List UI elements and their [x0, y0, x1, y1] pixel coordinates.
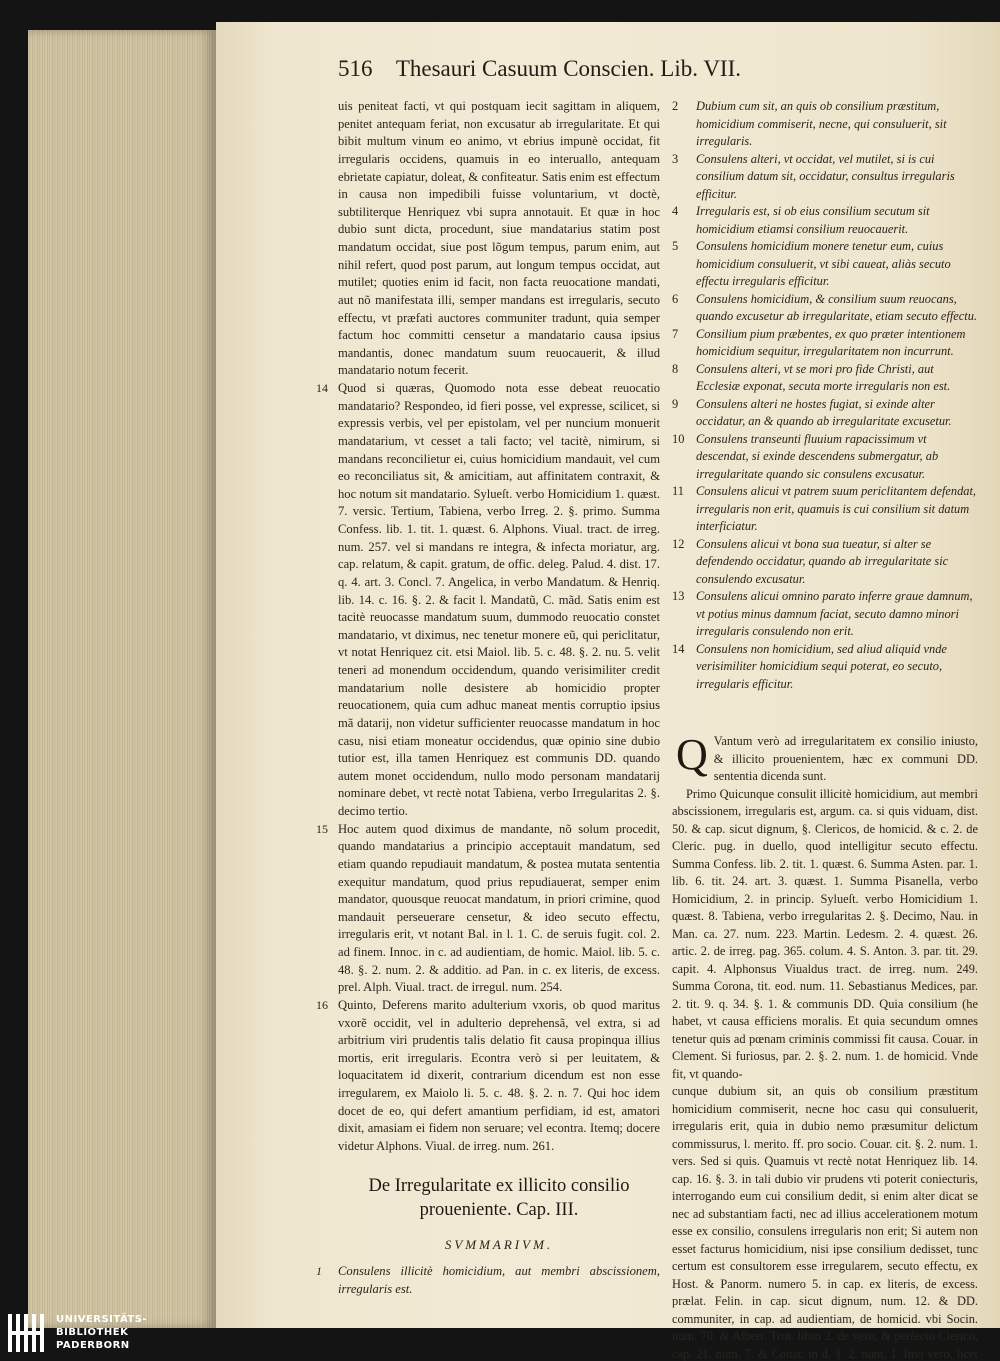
summary-item	[672, 151, 978, 204]
paragraph-number: 14	[316, 381, 328, 395]
summary-item	[672, 326, 978, 361]
library-logo-mark	[8, 1314, 48, 1352]
chapter-body	[672, 730, 978, 1361]
paragraph-text: cunque dubium sit, an quis ob consilium præstitum homicidium commiserit, necne hoc casu qui consuluerit, irregularis erit, quia in dubio nemo præsumitur delictum commissurus, l. merito. ff. pro socio. Couar. cit. §. 2. num. 1. vers. Sed si quis. Quamuis vt rectè notat Henriquez lib. 14. cap. 16. §. 3. in tali dubio vir prudens vti poterit coniecturis, interrogando eum cui consilium dedit, si enim alter dicat se nec ad substantiam facti, nec ad illius accelerationem motum esse ex consilio, consulens irregularis non erit; Si autem non esset facturus homicidium, nisi ipse consilium dedisset, tunc certum est consultorem esse irregularem, secuto effectu, ex Host. & Panorm. numero 5. in cap. ex literis, de excess. prælat. Felin. in cap. sicut dignum, num. 12. & DD. communiter, in cap. ad audientiam, de homicid. vbi Socin. num. 70. & Albert. Trot. libro 2. de vero, & perfecto Clerico, cap. 21. num. 7. & Couar. in d. §. 2. num. 1. Imo verò, licet	[672, 1084, 978, 1361]
paragraph	[672, 786, 978, 1084]
summary-text: Consulens alicui vt patrem suum periclitantem defendat, irregularis non erit, quamuis is cui consilium sit datum interficiatur.	[696, 484, 977, 533]
summary-number: 11	[672, 484, 684, 498]
summary-number: 4	[672, 204, 679, 218]
paragraph	[672, 1083, 978, 1361]
page-edges	[28, 30, 216, 1328]
summary-text: Consulens homicidium monere tenetur eum, cuius homicidium consuluerit, vt sibi caueat, aliàs secuto effectu irregularis efficitur.	[696, 239, 951, 288]
summary-text: Consulens homicidium, & consilium suum reuocans, quando excusetur ab irregularitate, etiam secuto effectu.	[696, 291, 978, 323]
summary-text: Consilium pium præbentes, ex quo præter intentionem homicidium sequitur, irregularitatem non incurrunt.	[696, 326, 966, 358]
summary-text: Dubium cum sit, an quis ob consilium præstitum, homicidium commiserit, necne, qui consuluerit, sit irregularis.	[696, 99, 947, 148]
summary-item	[672, 396, 978, 431]
summary-number: 14	[672, 641, 685, 656]
summary-number: 9	[672, 396, 679, 411]
running-head	[338, 56, 858, 82]
drop-cap: Q	[676, 730, 708, 779]
summary-text: Consulens illicitè homicidium, aut membri abscissionem, irregularis est.	[338, 1264, 660, 1296]
intro-text: Vantum verò ad irregularitatem ex consilio iniusto, & illicito prouenientem, hæc ex communi DD. sententia dicenda sunt.	[713, 734, 978, 783]
library-name	[56, 1313, 147, 1352]
summary-number: 6	[672, 291, 679, 306]
summary-item	[672, 98, 978, 151]
paragraph	[316, 380, 660, 821]
summary-number: 5	[672, 239, 679, 253]
summary-item	[672, 536, 978, 589]
summary-text: Consulens transeunti fluuium rapacissimum vt descendat, si exinde descendens submergatur, ab irregularitate quando sic consulens excusatur.	[696, 431, 939, 481]
summary-text: Consulens alteri, vt occidat, vel mutilet, si is cui consilium datum sit, occidatur, consultus irregularis efficitur.	[696, 151, 955, 201]
summary-number: 10	[672, 431, 685, 446]
summary-item	[316, 1263, 660, 1298]
summary-text: Irregularis est, si ob eius consilium secutum sit homicidium etiamsi consilium reuocauerit.	[696, 204, 930, 236]
paragraph-text: uis peniteat facti, vt qui postquam iecit sagittam in aliquem, penitet antequam feriat, non excusatur ab irregularitate. Et qui bibit multum vinum eo animo, vt ebrius impunè occidat, fit irregularis occidens, quamuis in eo interuallo, antequam ebrietate capiatur, doleat, & confiteatur. Satis enim est effectum in causa non impedibili fuisse voluntarium, vt doctè, subtiliterque Henriquez vbi supra annotauit. Et quæ in hoc dubio sunt dicta, procedunt, siue mandatarius statim post mandatum occidat, siue post lõgum tempus, parum enim, aut nihil refert, quod post parum, aut longum tempus occidat, aut mutilet; quoties enim id facit, non facta reuocatione mandati, aut nõ manifestata illi, semper mandans est irregularis, secuto effectu, vt præfati auctores communiter tradunt, quia semper factum hoc committi censetur a mandatario causa ipsius mandantis, donec mandatum suum reuocauerit, & illud mandatario notum fecerit.	[338, 99, 660, 378]
paragraph-text: Quod si quæras, Quomodo nota esse debeat reuocatio mandatario? Respondeo, id fieri posse, vel expresse, scilicet, si expressis verbis, vel per epistolam, vel per nuncium monuerit mandatarium, vt cesset a tali facto; vel tacitè, nimirum, si mandans reconcilietur ei, cuius homicidium mandauit, vel cum eo reconciliatus sit, & amicitiam, aut affinitatem contraxit, & hoc notum sit mandatario. Sylueſt. verbo Homicidium 1. quæst. 7. versic. Tertium, Tabiena, verbo Irreg. 2. §. primo. Summa Confess. lib. 1. tit. 1. quæst. 6. Alphons. Viual. tract. de irreg. num. 257. vel si mandans re integra, & infecta moriatur, arg. cap. relatum, & capit. gratum, de offic. deleg. Palud. 4. dist. 17. q. 4. art. 3. Concl. 7. Angelica, in verbo Mandatum. & Henriq. lib. 14. c. 16. §. 2. & facit l. Mandatũ, C. mãd. Satis enim est tacitè reuocasse mandatum suum, dummodo reuocatio constet mandatario, vt diximus, nec tenetur monere eũ, qui periclitatur, vt notat Henriquez cit. etsi Maiol. lib. 5. c. 48. §. 2. nu. 5. velit teneri ad monendum occidendum, quando verisimiliter credit mandatarium nolle desistere ab homicidio propter reuocationem, quia cum adhuc maneat mentis corruptio ipsius mã datarij, non videtur sufficienter reuocasse mandatum in hoc casu, nisi etiam moneatur occidendus, quæ opinio sine dubio tutior est, illa tamen Henriquez est communis DD. quando autem monet occidendum, nullo modo personam mandatarij nominare debet, vt rectè notat Tabiena, verbo Irregularitas 2. §. decimo tertio.	[338, 381, 660, 818]
library-name-line: BIBLIOTHEK	[56, 1327, 129, 1338]
summary-number: 7	[672, 326, 679, 341]
summary-number: 3	[672, 151, 679, 166]
summary-item	[672, 238, 978, 291]
summary-text: Consulens alicui vt bona sua tueatur, si alter se defendendo occidatur, quando ab irregularitate sic consulendo excusatur.	[696, 536, 949, 586]
summary-text: Consulens alicui omnino parato inferre graue damnum, vt potius minus damnum faciat, secuto damno minori irregularis consulendo non erit.	[696, 589, 973, 638]
summary-item	[672, 588, 978, 641]
summary-text: Consulens non homicidium, sed aliud aliquid vnde verisimiliter homicidium sequi poterat, eo secuto, irregularis efficitur.	[696, 641, 947, 691]
summarium-heading: SVMMARIVM.	[444, 1236, 554, 1252]
chapter-title: De Irregularitate ex illicito consilio proueniente. Cap. III.	[368, 1175, 630, 1220]
summary-number: 1	[316, 1264, 322, 1279]
summary-number: 13	[672, 589, 685, 603]
paragraph-text: Hoc autem quod diximus de mandante, nõ solum procedit, quando mandatarius a principio acceptauit mandatum, sed etiam quando repudiauit mandatum, & postea mutata sententia exequitur mandatum, quod prius repudiauerat, semper enim mandator, quousque reuocat mandatum, in priori crimine, quod mandauit perseuerare censetur, & ideo secuto effectu, irregularis erit, vt notant Bal. in l. 1. C. de seruis fugit. col. 2. ad finem. Innoc. in c. ad audientiam, de homic. Maiol. lib. 5. c. 48. §. 2. num. 2. & additio. ad Pan. in c. ex literis, de excess. prel. Alph. Viual. tract. de irregul. num. 254.	[338, 821, 660, 995]
right-column	[672, 98, 978, 1361]
summary-number: 12	[672, 536, 685, 551]
summary-item	[672, 641, 978, 694]
summary-text: Consulens alteri ne hostes fugiat, si exinde alter occidatur, an & quando ab irregularitate excusetur.	[696, 396, 952, 428]
paragraph	[338, 98, 660, 380]
paragraph	[316, 997, 660, 1156]
left-column	[316, 98, 660, 1298]
page-number: 516	[338, 56, 373, 81]
paragraph-text: Primo Quicunque consulit illicitè homicidium, aut membri abscissionem, irregularis est, argum. ca. si quis viduam, dist. 50. & cap. sicut dignum, §. Clericos, de homicid. & c. 2. de Cleric. pug. in duello, quod intelligitur secuto effectu. Summa Confess. lib. 2. tit. 1. quæst. 6. Summa Asten. par. 1. lib. 6. tit. 24. art. 3. quæst. 1. Summa Pisanella, verbo Homicidium, 2. in princip. Sylueſt. verbo Homicidium 1. quæst. 8. Tabiena, verbo irregularitas 2. §. Decimo, Nau. in Man. ca. 27. num. 223. Martin. Ledesm. 2. 4. quæst. 26. artic. 2. de irreg. pag. 365. colum. 4. S. Anton. 3. par. tit. 29. capit. 4. Alphonsus Viualdus tract. de irreg. num. 249. Summa Corona, tit. eod. num. 11. Sebastianus Medices, par. 2. tit. 9. q. 34. §. 1. & communis DD. Quia consilium (he habet, vt causa efficiens moralis. Et quia secundum omnes tenetur quis ad pœnam criminis commissi fit causa. Couar. in Clement. Si furiosus, par. 2. §. 2. num. 1. de homicid. Vnde fit, vt quando-	[672, 786, 978, 1081]
summary-number: 2	[672, 99, 679, 113]
paragraph	[316, 821, 660, 997]
summary-item	[672, 431, 978, 484]
paragraph-number: 16	[316, 997, 328, 1012]
paragraph-text: Quinto, Deferens marito adulterium vxoris, ob quod maritus vxorẽ occidit, vel in adulterio deprehensã, vel extra, si ad arbitrium viri prudentis talis delatio fit causa propinqua illius mortis, erit irregularis. Econtra verò si per leuitatem, & loquacitatem id dixerit, contrarium dicendum est non esse irregularem, ex Maiolo li. 5. c. 48. §. 2. n. 7. Qui hoc idem docet de eo, qui defert amantium perfidiam, id est, amatori dixit, amasiam ei fidem non seruare; vel econtra. Itemq; docere videtur Alphons. Viual. de irreg. num. 261.	[338, 997, 660, 1153]
summary-number: 8	[672, 361, 679, 376]
summary-item	[672, 203, 978, 238]
library-name-line: PADERBORN	[56, 1340, 130, 1351]
summary-text: Consulens alteri, vt se mori pro fide Christi, aut Ecclesiæ exponat, secuta morte irregularis non est.	[696, 361, 951, 393]
library-logo	[8, 1310, 148, 1358]
summary-item	[672, 483, 978, 536]
running-title: Thesauri Casuum Conscien. Lib. VII.	[395, 56, 742, 81]
intro-paragraph	[672, 730, 978, 786]
summary-item	[672, 291, 978, 326]
paragraph-number: 15	[316, 821, 328, 836]
summary-item	[672, 361, 978, 396]
library-name-line: UNIVERSITÄTS-	[56, 1314, 148, 1325]
